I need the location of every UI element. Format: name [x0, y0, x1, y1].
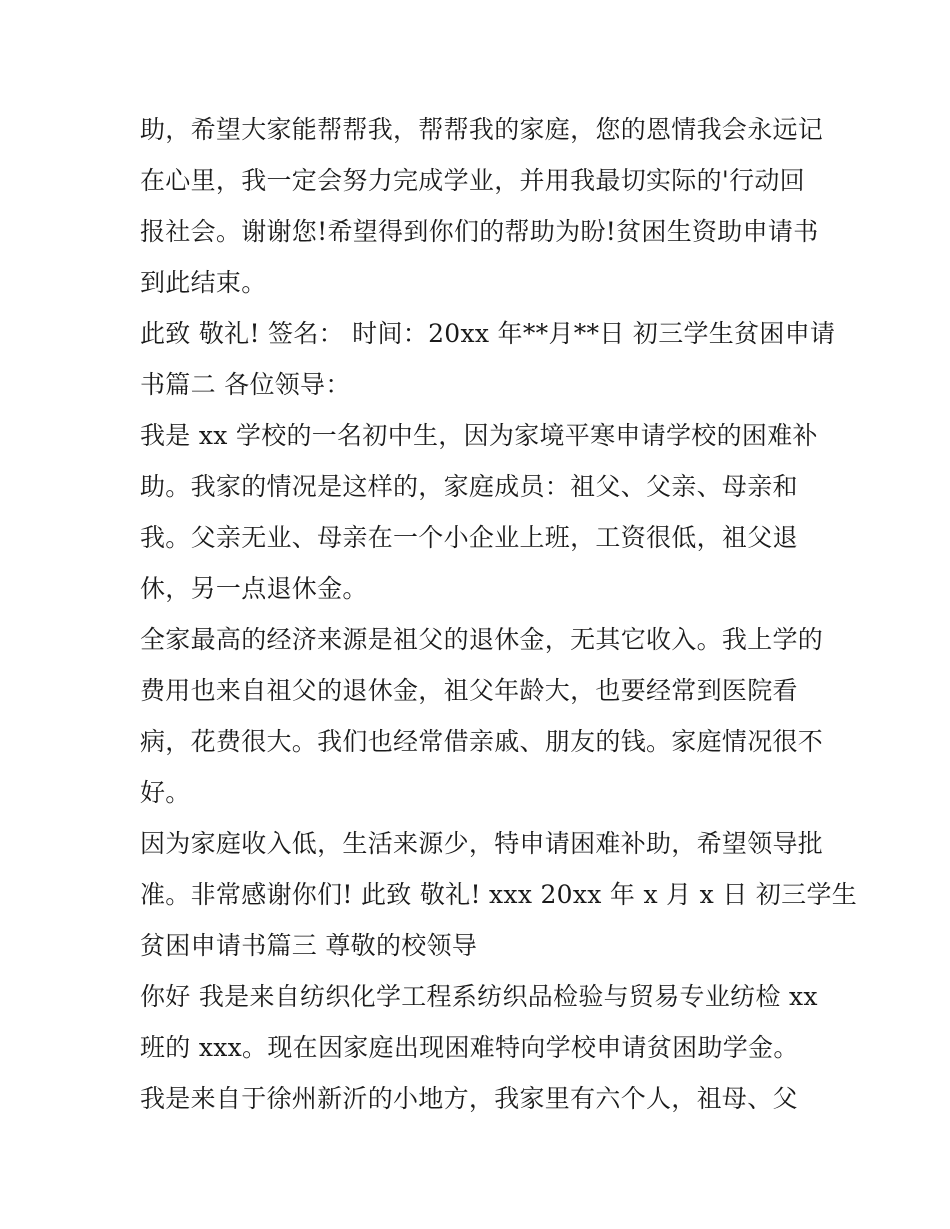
text-line: 全家最高的经济来源是祖父的退休金，无其它收入。我上学的 [140, 625, 824, 654]
text-line: 助。我家的情况是这样的，家庭成员：祖父、父亲、母亲和 [140, 472, 798, 501]
document-body [140, 104, 858, 1124]
text-line: 因为家庭收入低，生活来源少，特申请困难补助，希望领导批 [140, 829, 824, 858]
text-line: 我是来自于徐州新沂的小地方，我家里有六个人，祖母、父 [140, 1084, 798, 1113]
text-line: 贫困申请书篇三 尊敬的校领导 [140, 931, 478, 960]
text-line: 准。非常感谢你们! 此致 敬礼! xxx 20xx 年 x 月 x 日 初三学生 [140, 880, 858, 909]
text-line: 休，另一点退休金。 [140, 574, 368, 603]
text-line: 此致 敬礼! 签名： 时间：20xx 年**月**日 初三学生贫困申请 [140, 319, 836, 348]
text-line: 在心里，我一定会努力完成学业，并用我最切实际的'行动回 [140, 166, 805, 195]
text-line: 病，花费很大。我们也经常借亲戚、朋友的钱。家庭情况很不 [140, 727, 824, 756]
text-line: 助，希望大家能帮帮我，帮帮我的家庭，您的恩情我会永远记 [140, 115, 824, 144]
text-line: 好。 [140, 778, 191, 807]
text-line: 报社会。谢谢您!希望得到你们的帮助为盼!贫困生资助申请书 [140, 217, 819, 246]
text-line: 你好 我是来自纺织化学工程系纺织品检验与贸易专业纺检 xx [140, 982, 818, 1011]
text-line: 到此结束。 [140, 268, 267, 297]
text-line: 我是 xx 学校的一名初中生，因为家境平寒申请学校的困难补 [140, 421, 818, 450]
text-line: 我。父亲无业、母亲在一个小企业上班，工资很低，祖父退 [140, 523, 798, 552]
text-line: 书篇二 各位领导： [140, 370, 351, 399]
text-line: 费用也来自祖父的退休金，祖父年龄大，也要经常到医院看 [140, 676, 798, 705]
text-line: 班的 xxx。现在因家庭出现困难特向学校申请贫困助学金。 [140, 1033, 799, 1062]
